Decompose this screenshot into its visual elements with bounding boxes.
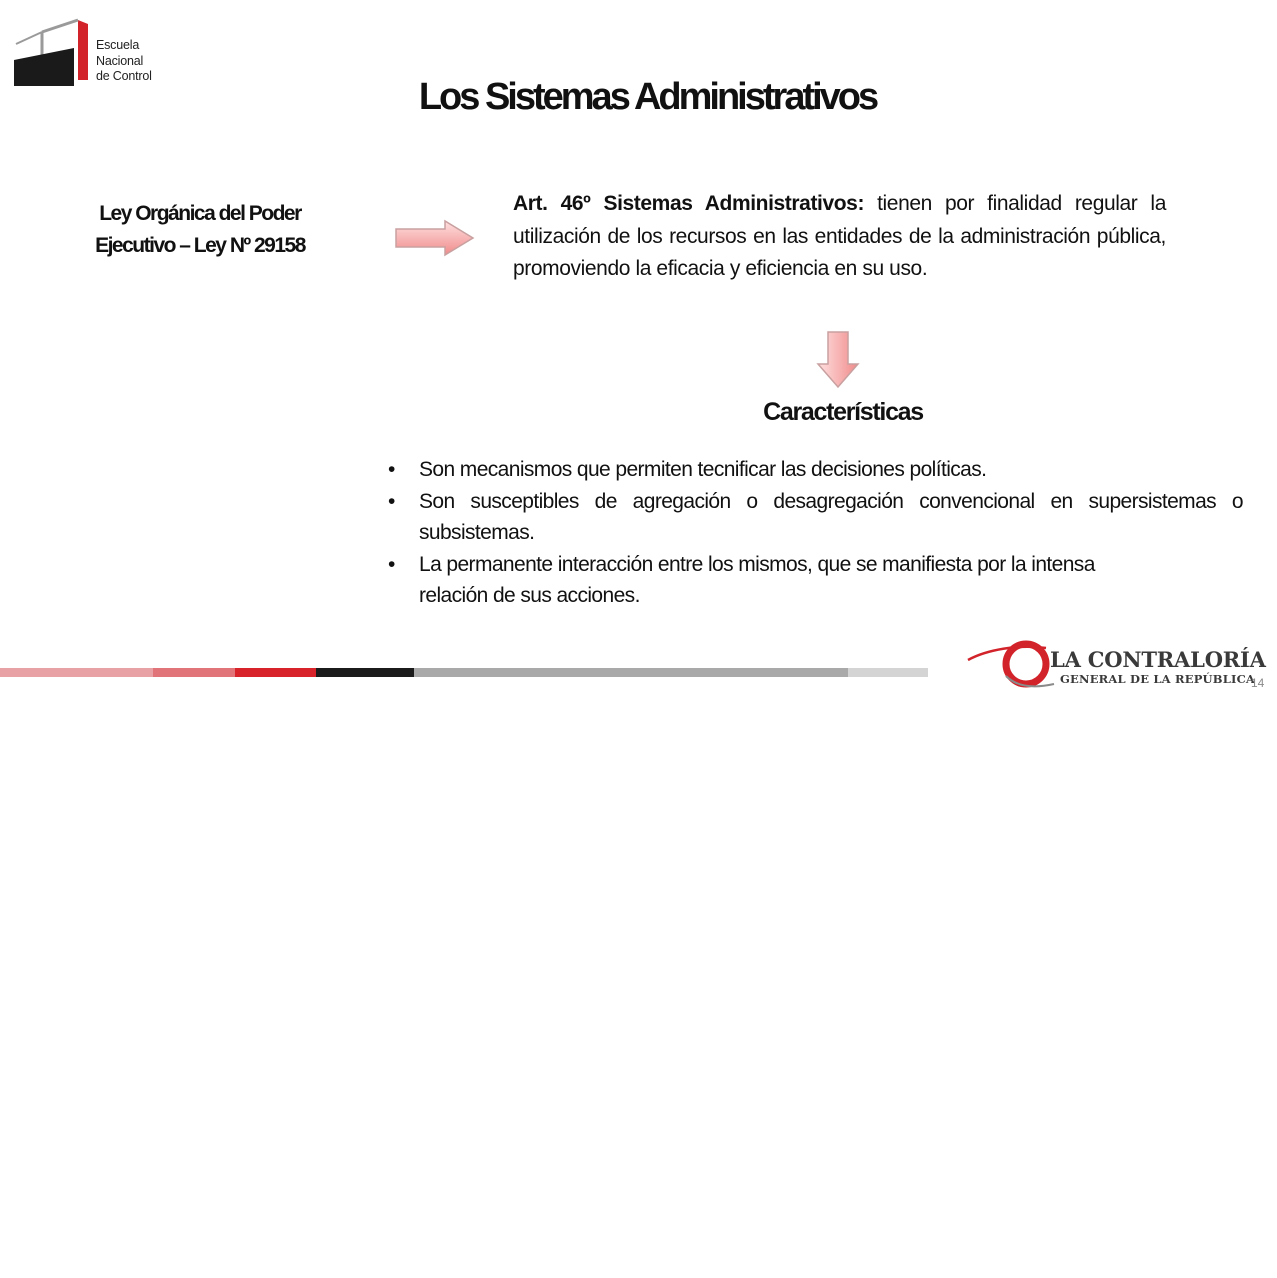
law-label — [40, 198, 360, 262]
arrow-right-icon — [393, 219, 477, 262]
escuela-logo-line: Escuela — [96, 38, 140, 52]
page-number: 14 — [1251, 676, 1265, 690]
color-bar-segment — [316, 668, 414, 677]
article-lead: Art. 46º Sistemas Administrativos: — [513, 192, 865, 215]
color-bar-segment — [153, 668, 235, 677]
law-label-line: Ley Orgánica del Poder — [99, 202, 301, 225]
page-title: Los Sistemas Administrativos — [418, 76, 877, 118]
characteristics-list — [386, 454, 1243, 612]
contraloria-name: LA CONTRALORÍA — [1050, 647, 1266, 672]
list-item — [386, 454, 1243, 486]
list-item-text: La permanente interacción entre los mismos, que se manifiesta por la intensa relación de sus acciones. — [419, 552, 1095, 607]
list-item-text: Son mecanismos que permiten tecnificar las decisiones políticas. — [419, 458, 987, 481]
color-bar-segment — [848, 668, 928, 677]
escuela-logo-line: de Control — [96, 69, 152, 83]
contraloria-emblem-icon — [966, 638, 1056, 690]
list-item — [386, 549, 1243, 612]
list-item — [386, 486, 1243, 549]
arrow-down-icon — [815, 330, 861, 395]
color-bar-segment — [414, 668, 848, 677]
bullet-icon: • — [388, 552, 395, 576]
bullet-icon: • — [388, 458, 395, 481]
contraloria-subtitle: GENERAL DE LA REPÚBLICA — [1060, 672, 1256, 686]
bullet-icon: • — [388, 489, 395, 513]
law-label-line: Ejecutivo – Ley Nº 29158 — [95, 234, 305, 257]
characteristics-heading: Características — [763, 398, 923, 426]
escuela-logo-line: Nacional — [96, 53, 144, 68]
article-body: tienen por finalidad regular la utilización de los recursos en las entidades de la administración pública, promoviendo la eficacia y eficiencia en su uso. — [513, 192, 1166, 280]
color-bar-segment — [0, 668, 153, 677]
footer-color-bar — [0, 668, 928, 677]
list-item-text: Son susceptibles de agregación o desagregación convencional en supersistemas o subsistemas. — [419, 489, 1243, 544]
article-paragraph — [513, 188, 1166, 286]
color-bar-segment — [235, 668, 316, 677]
